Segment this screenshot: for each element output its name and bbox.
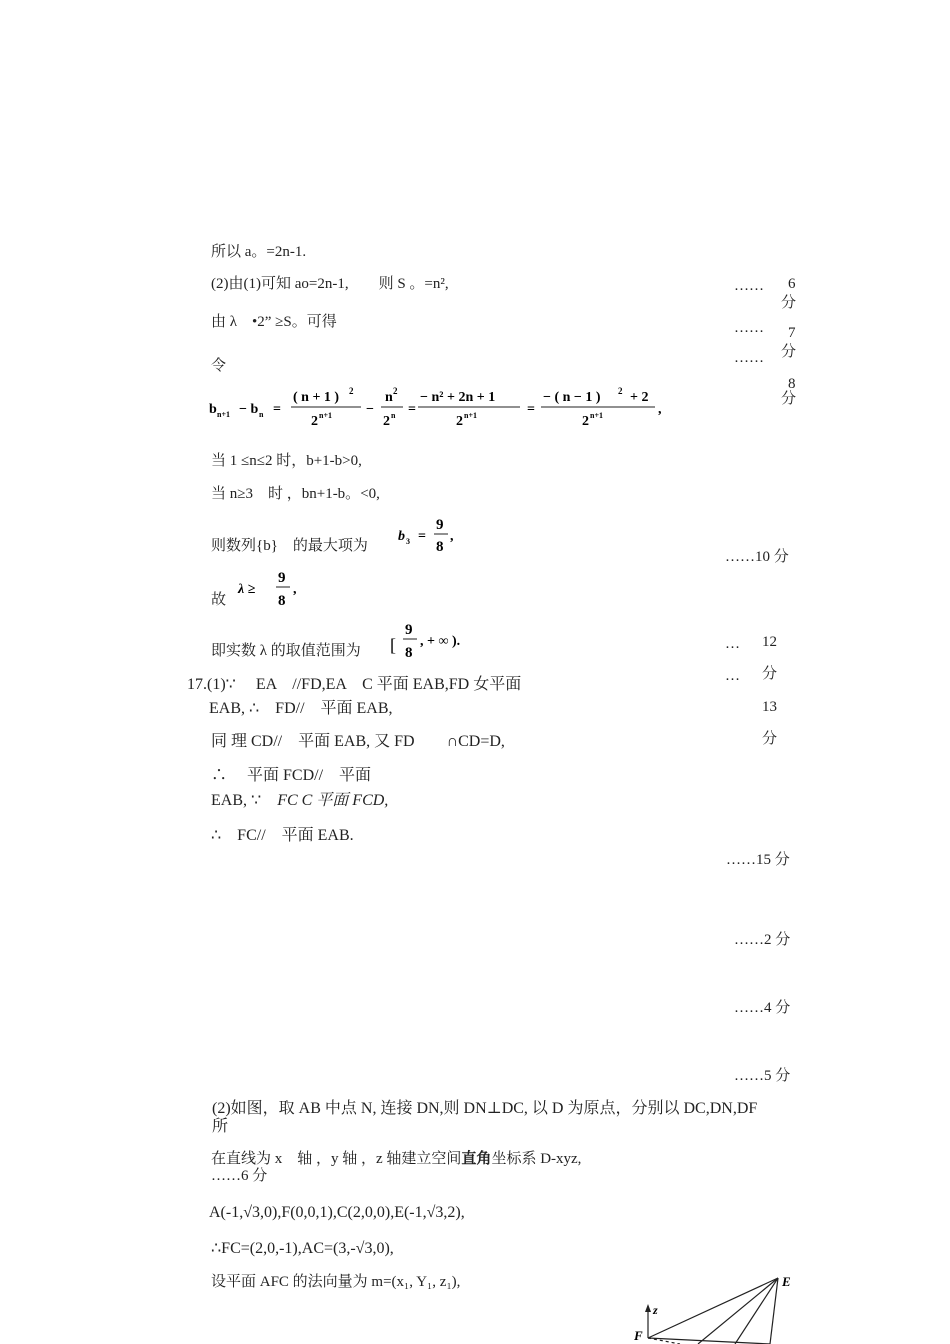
score-7-dots-b: ……	[734, 350, 764, 366]
b3-numerator: 9	[436, 517, 444, 533]
text-line-range: 即实数 λ 的取值范围为	[211, 643, 361, 659]
b3-denominator: 8	[436, 539, 444, 555]
text-line-part2-setup: (2)如图，取 AB 中点 N, 连接 DN,则 DN⊥DC, 以 D 为原点，分别以 DC,DN,DF	[212, 1100, 758, 1117]
lambda-numerator: 9	[278, 570, 286, 586]
score-12-dots: …	[725, 636, 740, 652]
text-line-case2: 当 n≥3 时 ，bn+1-b。<0,	[211, 486, 380, 502]
frac1-den-sup: n+1	[319, 411, 333, 420]
frac4-numerator: − ( n − 1 )	[543, 390, 601, 405]
score-13-fen: 分	[762, 731, 778, 747]
score-6-fen: 分	[781, 295, 797, 311]
frac3-denominator: 2	[456, 414, 463, 429]
text-axes-a: 在直线为 x 轴 ，y 轴 ，z 轴建立空间	[211, 1151, 462, 1167]
text-line-gu: 故	[211, 592, 227, 608]
formula-minus-b: − b	[239, 402, 259, 417]
score-15: ……15 分	[726, 852, 790, 868]
text-line-axes	[211, 1150, 581, 1168]
score-6-dots: ……	[734, 278, 764, 294]
formula-b-lhs: b	[209, 402, 217, 417]
text-line-an: 所以 a。=2n-1.	[211, 244, 307, 260]
frac2-denominator: 2	[383, 414, 390, 429]
lambda-ge: λ ≥	[238, 582, 256, 597]
range-tail: , + ∞ ).	[420, 634, 461, 649]
text-line-q17: 17.(1)∵ EA //FD,EA C 平面 EAB,FD 女平面	[187, 676, 522, 693]
label-z: z	[653, 1303, 658, 1317]
frac2-num-sup: 2	[393, 386, 398, 396]
score-7-fen: 分	[781, 344, 797, 360]
frac2-numerator: n	[385, 390, 393, 405]
edge-e-inner	[698, 1278, 778, 1344]
score-7-num: 7	[788, 325, 796, 341]
range-formula	[390, 618, 490, 664]
text-line-lambda: 由 λ •2” ≥S。可得	[211, 314, 337, 330]
b3-comma: ,	[450, 529, 454, 544]
b3-sub: 3	[406, 537, 410, 546]
text-line-normal: 设平面 AFC 的法向量为 m=(x₁, Y₁, z₁),	[211, 1274, 461, 1290]
frac3-den-sup: n+1	[464, 411, 478, 420]
svg-text:=: =	[273, 402, 281, 417]
frac1-num-sup: 2	[349, 386, 354, 396]
lambda-formula	[236, 566, 306, 612]
geometry-figure	[620, 1268, 820, 1344]
b3-lhs: b	[398, 529, 405, 544]
text-line-suo: 所	[212, 1118, 229, 1135]
score-6-num: 6	[788, 276, 796, 292]
formula-sub-n1: n+1	[217, 410, 231, 419]
svg-text:−: −	[366, 402, 374, 417]
range-bracket: [	[390, 635, 396, 655]
range-numerator: 9	[405, 622, 413, 638]
formula-sub-n: n	[259, 410, 264, 419]
label-f: F	[634, 1328, 643, 1343]
text-line-vectors: ∴FC=(2,0,-1),AC=(3,-√3,0),	[211, 1240, 394, 1257]
text-line-coords: A(-1,√3,0),F(0,0,1),C(2,0,0),E(-1,√3,2),	[209, 1204, 465, 1221]
score-4: ……4 分	[734, 1000, 791, 1016]
text-line-ling: 令	[211, 358, 227, 374]
text-line-similarly: 同 理 CD// 平面 EAB, 又 FD ∩CD=D,	[211, 733, 505, 750]
score-12-fen: 分	[762, 666, 778, 682]
formula-comma: ,	[658, 402, 662, 417]
text-line-max-term: 则数列{b} 的最大项为	[211, 538, 368, 554]
text-line-plane-fcd: ∴ 平面 FCD// 平面	[211, 767, 372, 784]
frac1-denominator: 2	[311, 414, 318, 429]
svg-text:=: =	[418, 529, 426, 544]
text-line-6fen: ……6 分	[211, 1168, 268, 1184]
svg-text:=: =	[527, 402, 535, 417]
text-line-fc-parallel: ∴ FC// 平面 EAB.	[211, 827, 354, 844]
score-5: ……5 分	[734, 1068, 791, 1084]
score-7-dots-a: ……	[734, 320, 764, 336]
frac4-num-sup: 2	[618, 386, 623, 396]
text-line-eab2	[211, 792, 388, 810]
b3-formula	[396, 512, 466, 558]
frac3-numerator: − n² + 2n + 1	[420, 390, 496, 405]
text-axes-bold: 直角	[461, 1149, 492, 1167]
text-eab2-prefix: EAB, ∵	[211, 792, 278, 809]
frac4-numerator-tail: + 2	[630, 390, 649, 405]
label-e: E	[782, 1274, 791, 1289]
lambda-comma: ,	[293, 582, 297, 597]
frac1-numerator: ( n + 1 )	[293, 390, 340, 405]
range-denominator: 8	[405, 645, 413, 661]
score-8-num: 8	[788, 376, 796, 392]
frac2-den-sup: n	[391, 411, 396, 420]
frac4-denominator: 2	[582, 414, 589, 429]
text-axes-c: 坐标系 D-xyz,	[491, 1151, 582, 1167]
score-8-fen: 分	[781, 391, 797, 407]
text-line-eab1: EAB, ∴ FD// 平面 EAB,	[209, 700, 393, 717]
difference-formula	[209, 383, 679, 433]
frac4-den-sup: n+1	[590, 411, 604, 420]
score-2: ……2 分	[734, 932, 791, 948]
lambda-denominator: 8	[278, 593, 286, 609]
score-10: ……10 分	[725, 549, 789, 565]
text-line-case1: 当 1 ≤n≤2 时，b+1-b>0,	[211, 453, 362, 469]
z-axis-arrow	[645, 1304, 651, 1312]
text-line-part2-intro: (2)由(1)可知 ao=2n-1, 则 S 。=n²,	[211, 276, 449, 292]
score-13-num: 13	[762, 699, 777, 715]
svg-text:=: =	[408, 402, 416, 417]
score-12-dots2: …	[725, 668, 740, 684]
score-12-num: 12	[762, 634, 777, 650]
text-eab2-italic: FC C 平面 FCD,	[277, 792, 389, 809]
